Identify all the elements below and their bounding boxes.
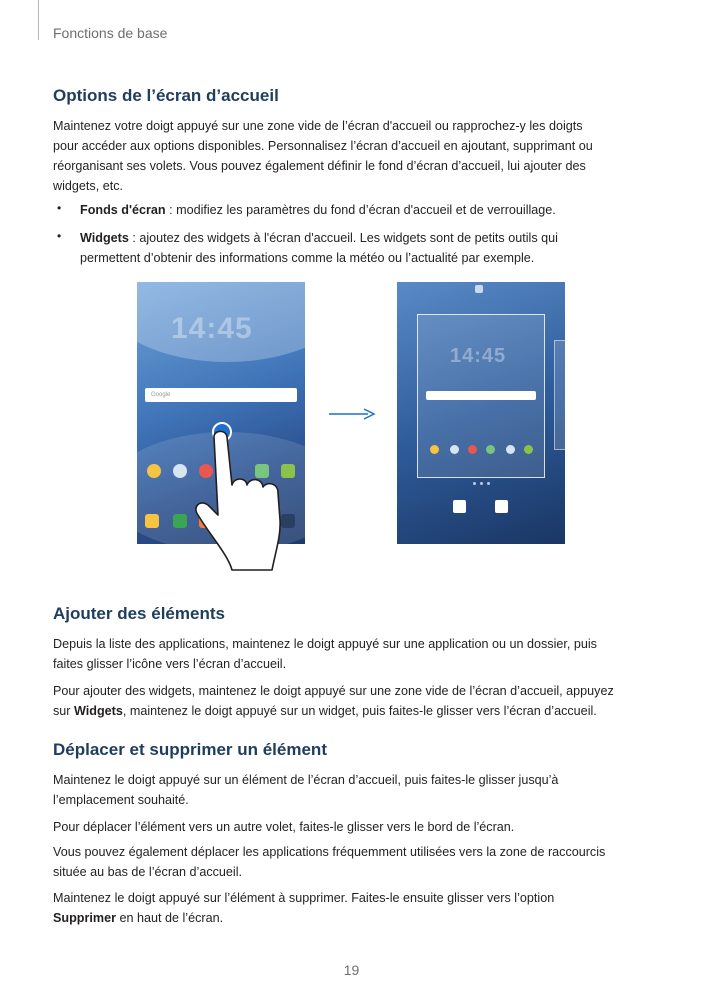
running-header: Fonctions de base [53, 25, 168, 41]
search-widget: Google [145, 388, 297, 402]
app-icon [147, 464, 161, 478]
bullet-item-wallpaper [80, 200, 650, 220]
text-span: sur [53, 704, 74, 718]
bullet-text: : modifiez les paramètres du fond d’écran d'accueil et de verrouillage. [165, 203, 556, 217]
text-line: widgets, etc. [53, 179, 123, 193]
section-heading-add: Ajouter des éléments [53, 604, 225, 623]
clock-widget: 14:45 [450, 345, 507, 367]
text-line: Maintenez le doigt appuyé sur l’élément à supprimer. Faites-le ensuite glisser vers l’option [53, 891, 555, 905]
move-paragraph-3 [53, 842, 653, 882]
bullet-text-continued: permettent d’obtenir des informations comme la météo ou l’actualité par exemple. [80, 251, 535, 265]
bullet-term: Widgets [80, 231, 129, 245]
bullet-dot: • [57, 201, 62, 215]
arrow-right-icon [328, 407, 376, 421]
text-line: Depuis la liste des applications, maintenez le doigt appuyé sur une application ou un dossier, puis [53, 637, 597, 651]
text-span: en haut de l’écran. [115, 911, 224, 925]
section-heading-options: Options de l’écran d’accueil [53, 86, 279, 105]
app-icon [145, 514, 159, 528]
bullet-item-widgets [80, 228, 650, 268]
wallpaper-option-icon [453, 500, 466, 513]
page-indicator [487, 482, 490, 485]
trash-icon [475, 285, 483, 293]
text-line: l’emplacement souhaité. [53, 793, 189, 807]
bullet-term: Fonds d'écran [80, 203, 166, 217]
bullet-dot: • [57, 229, 62, 243]
text-span: , maintenez le doigt appuyé sur un widget, puis faites-le glisser vers l’écran d’accueil. [122, 704, 597, 718]
text-line: faites glisser l’icône vers l’écran d’accueil. [53, 657, 287, 671]
text-line: Vous pouvez également déplacer les applications fréquemment utilisées vers la zone de raccourcis [53, 845, 606, 859]
header-rule [38, 0, 39, 40]
page-indicator [473, 482, 476, 485]
app-icon [486, 445, 495, 454]
bullet-text: : ajoutez des widgets à l'écran d'accueil. Les widgets sont de petits outils qui [128, 231, 558, 245]
home-edit-mode-illustration [397, 282, 565, 544]
text-line: réorganisant ses volets. Vous pouvez également définir le fond d’écran d’accueil, lui ajouter des [53, 159, 586, 173]
section-heading-move-delete: Déplacer et supprimer un élément [53, 740, 327, 759]
page-indicator [480, 482, 483, 485]
app-icon [430, 445, 439, 454]
hand-gesture-icon [180, 415, 320, 575]
move-paragraph-1 [53, 770, 653, 810]
search-widget [426, 391, 536, 400]
text-line: Pour ajouter des widgets, maintenez le doigt appuyé sur une zone vide de l’écran d’accueil, appuyez [53, 684, 614, 698]
move-paragraph-2: Pour déplacer l’élément vers un autre volet, faites-le glisser vers le bord de l’écran. [53, 820, 515, 834]
add-paragraph-1 [53, 634, 653, 674]
emphasis-widgets: Widgets [74, 704, 123, 718]
text-line: pour accéder aux options disponibles. Personnalisez l’écran d’accueil en ajoutant, supprimant ou [53, 139, 593, 153]
text-line: Maintenez le doigt appuyé sur un élément de l’écran d’accueil, puis faites-le glisser jusqu’à [53, 773, 559, 787]
page-number: 19 [343, 962, 360, 978]
emphasis-supprimer: Supprimer [53, 911, 116, 925]
text-line: Maintenez votre doigt appuyé sur une zone vide de l’écran d'accueil ou rapprochez-y les doigts [53, 119, 583, 133]
home-panel-preview [417, 314, 545, 478]
widgets-option-icon [495, 500, 508, 513]
hand-outline [196, 431, 280, 570]
move-paragraph-4 [53, 888, 653, 928]
app-icon [524, 445, 533, 454]
app-icon [468, 445, 477, 454]
app-icon [450, 445, 459, 454]
intro-paragraph [53, 116, 653, 196]
clock-widget: 14:45 [171, 312, 253, 345]
app-icon [506, 445, 515, 454]
next-panel-preview [554, 340, 565, 450]
text-line: située au bas de l’écran d’accueil. [53, 865, 243, 879]
add-paragraph-2 [53, 681, 653, 721]
